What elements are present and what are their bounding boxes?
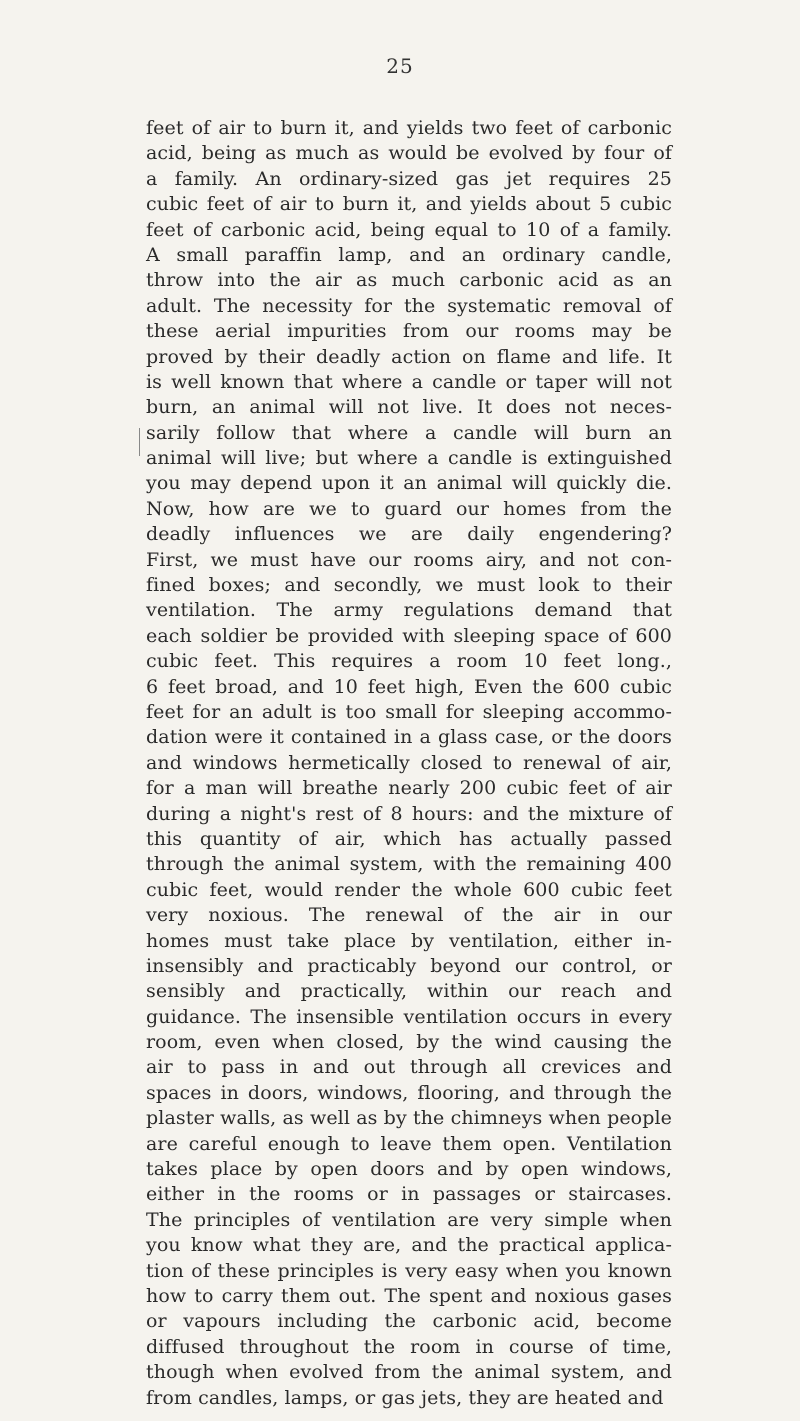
text-line: each soldier be provided with sleeping space of 600 <box>146 624 672 647</box>
text-line: tion of these principles is very easy when you known <box>146 1259 672 1282</box>
text-line: takes place by open doors and by open windows, <box>146 1158 672 1181</box>
text-line: 6 feet broad, and 10 feet high, Even the 600 cubic <box>146 675 672 698</box>
text-line: though when evolved from the animal system, and <box>146 1361 672 1384</box>
text-line: feet for an adult is too small for sleeping accommo- <box>146 700 672 723</box>
text-line: proved by their deadly action on flame and life. It <box>146 345 672 368</box>
text-line: cubic feet of air to burn it, and yields about 5 cubic <box>146 193 672 216</box>
text-line: during a night's rest of 8 hours: and the mixture of <box>146 802 672 825</box>
text-line: sarily follow that where a candle will burn an <box>146 421 672 444</box>
text-line: homes must take place by ventilation, either in- <box>146 929 672 952</box>
text-line: acid, being as much as would be evolved by four of <box>146 142 672 165</box>
text-line: you may depend upon it an animal will quickly die. <box>146 472 672 495</box>
margin-mark <box>139 428 140 456</box>
text-line: diffused throughout the room in course of time, <box>146 1335 672 1358</box>
text-line: a family. An ordinary-sized gas jet requires 25 <box>146 167 672 190</box>
text-line: Now, how are we to guard our homes from the <box>146 497 672 520</box>
text-line: for a man will breathe nearly 200 cubic feet of air <box>146 777 672 800</box>
text-line: you know what they are, and the practical applica- <box>146 1234 672 1257</box>
page-number: 25 <box>386 54 414 78</box>
text-line: ventilation. The army regulations demand that <box>146 599 672 622</box>
text-line: First, we must have our rooms airy, and not con- <box>146 548 672 571</box>
text-line: cubic feet. This requires a room 10 feet long., <box>146 650 672 673</box>
text-line: how to carry them out. The spent and noxious gases <box>146 1284 672 1307</box>
text-line: very noxious. The renewal of the air in our <box>146 904 672 927</box>
text-line: insensibly and practicably beyond our control, or <box>146 954 672 977</box>
text-line: plaster walls, as well as by the chimneys when people <box>146 1107 672 1130</box>
text-line: burn, an animal will not live. It does not neces- <box>146 396 672 419</box>
text-line: The principles of ventilation are very simple when <box>146 1208 672 1231</box>
text-line: this quantity of air, which has actually passed <box>146 827 672 850</box>
text-line: deadly influences we are daily engendering? <box>146 523 672 546</box>
text-line: throw into the air as much carbonic acid as an <box>146 269 672 292</box>
text-line: adult. The necessity for the systematic removal of <box>146 294 672 317</box>
text-line: spaces in doors, windows, flooring, and through the <box>146 1081 672 1104</box>
body-text <box>146 116 672 1411</box>
text-line: air to pass in and out through all crevices and <box>146 1056 672 1079</box>
text-line: feet of air to burn it, and yields two feet of carbonic <box>146 117 672 139</box>
text-line: dation were it contained in a glass case, or the doors <box>146 726 672 749</box>
text-line: these aerial impurities from our rooms may be <box>146 320 672 343</box>
text-line: room, even when closed, by the wind causing the <box>146 1031 672 1054</box>
text-line: animal will live; but where a candle is extinguished <box>146 447 672 470</box>
text-line: and windows hermetically closed to renewal of air, <box>146 751 672 774</box>
text-line: or vapours including the carbonic acid, become <box>146 1310 672 1333</box>
text-line: either in the rooms or in passages or staircases. <box>146 1183 672 1206</box>
text-line: sensibly and practically, within our reach and <box>146 980 672 1003</box>
text-line: cubic feet, would render the whole 600 cubic feet <box>146 878 672 901</box>
text-line: are careful enough to leave them open. Ventilation <box>146 1132 672 1155</box>
text-line: from candles, lamps, or gas jets, they are heated and <box>146 1386 664 1409</box>
text-line: is well known that where a candle or taper will not <box>146 370 672 393</box>
text-line: through the animal system, with the remaining 400 <box>146 853 672 876</box>
text-line: feet of carbonic acid, being equal to 10 of a family. <box>146 218 672 241</box>
text-line: guidance. The insensible ventilation occurs in every <box>146 1005 672 1028</box>
text-line: A small paraffin lamp, and an ordinary candle, <box>146 243 672 266</box>
text-line: fined boxes; and secondly, we must look to their <box>146 574 672 597</box>
